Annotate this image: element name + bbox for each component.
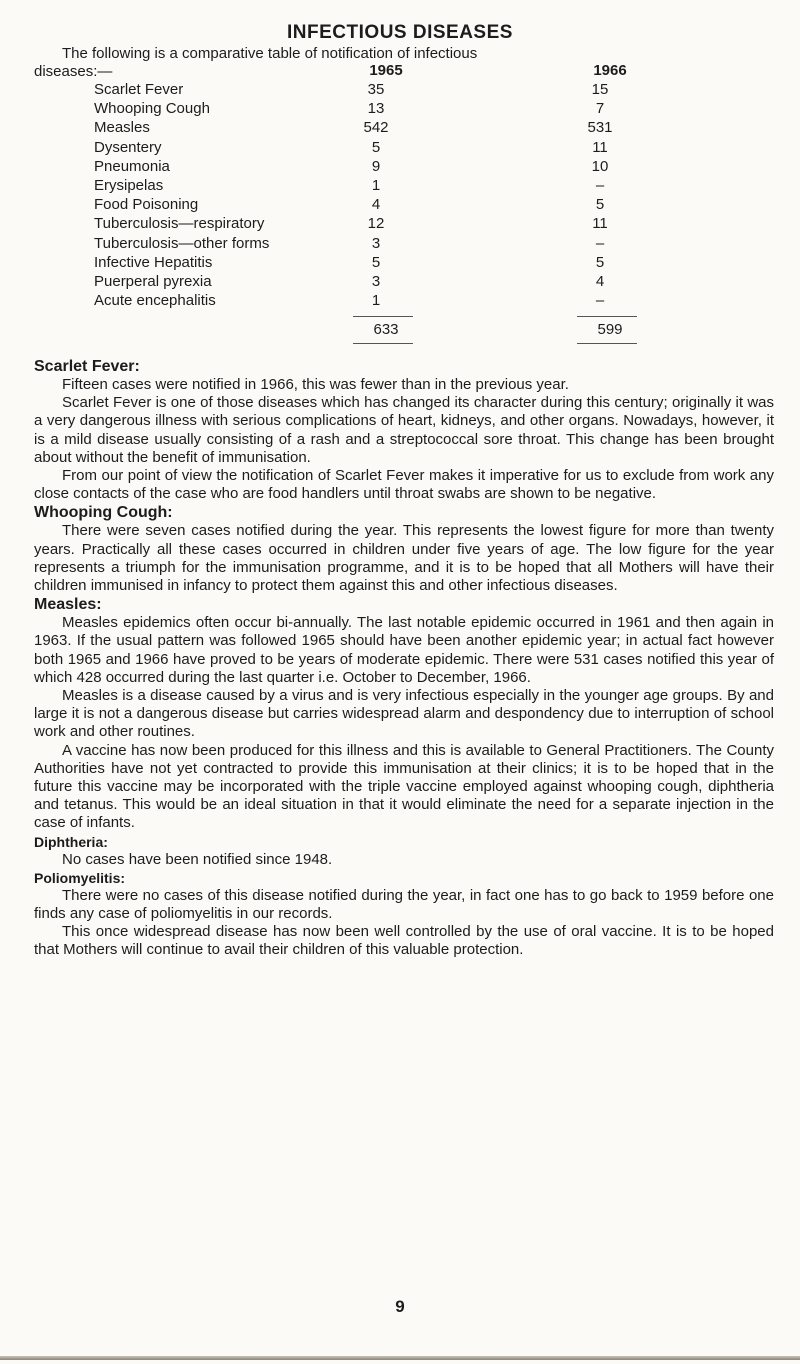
disease-name: Scarlet Fever: [94, 81, 184, 98]
disease-name: Acute encephalitis: [94, 292, 216, 310]
count-1966: 15: [591, 81, 609, 98]
count-1966: 4: [595, 272, 605, 290]
year-header-1966: 1966: [593, 62, 627, 79]
paragraph: Measles is a disease caused by a virus and is very infectious especially in the younger age groups. By and large it is not a dangerous disease but carries widespread alarm and despondency due to interruption of school work and other routines.: [34, 687, 774, 741]
disease-name: Dysentery: [94, 138, 162, 156]
table-row: [94, 291, 654, 310]
count-1966: 7: [595, 100, 605, 118]
paragraph: From our point of view the notification of Scarlet Fever makes it imperative for us to exclude from work any close contacts of the case who are food handlers until throat swabs are shown to be negative.: [34, 467, 774, 503]
table-row: [94, 272, 654, 291]
section-heading-measles: Measles:: [34, 596, 102, 614]
count-1966: –: [595, 292, 605, 310]
intro-line-2: diseases:—: [34, 63, 113, 80]
notification-table: [94, 80, 654, 310]
count-1965: 35: [367, 81, 385, 98]
table-row: [94, 234, 654, 253]
total-1966: 599: [597, 321, 623, 338]
count-1966: 5: [595, 196, 605, 214]
page-bottom-edge: [0, 1356, 800, 1360]
total-rule-1966: [577, 316, 637, 317]
section-heading-scarlet-fever: Scarlet Fever:: [34, 358, 140, 375]
table-row: [94, 99, 654, 118]
table-row: [94, 157, 654, 176]
section-heading-diphtheria: Diphtheria:: [34, 833, 108, 850]
disease-name: Puerperal pyrexia: [94, 272, 212, 290]
count-1965: 4: [371, 196, 381, 214]
table-row: [94, 80, 654, 99]
paragraph: No cases have been notified since 1948.: [62, 850, 333, 868]
table-row: [94, 214, 654, 233]
paragraph: A vaccine has now been produced for this illness and this is available to General Practitioners. The County Authorities have not yet contracted to provide this immunisation at their clinics; it is to be hoped that in the future this vaccine may be incorporated with the triple vaccine employed against whooping cough, diphtheria and tetanus. This would be an ideal situation in that it would eliminate the need for a separate injection in the case of infants.: [34, 741, 774, 832]
page-number: 9: [395, 1297, 405, 1316]
paragraph: Scarlet Fever is one of those diseases which has changed its character during this century; originally it was a very dangerous illness with serious complications of heart, kidneys, and other organs. Nowadays, however, it is a mild disease usually consisting of a rash and a streptococcal sore throat. This change has been brought about without the benefit of immunisation.: [34, 394, 774, 466]
count-1966: –: [595, 176, 605, 194]
disease-name: Tuberculosis—other forms: [94, 234, 270, 252]
count-1965: 5: [371, 138, 381, 156]
count-1965: 3: [371, 272, 381, 290]
count-1965: 1: [371, 292, 381, 310]
total-rule-1965: [353, 316, 413, 317]
page-title: INFECTIOUS DISEASES: [287, 22, 513, 43]
count-1965: 13: [367, 100, 385, 118]
table-row: [94, 176, 654, 195]
disease-name: Pneumonia: [94, 157, 170, 175]
count-1966: –: [595, 234, 605, 252]
disease-name: Measles: [94, 119, 150, 137]
intro-line-1: The following is a comparative table of notification of infectious: [62, 45, 478, 62]
count-1965: 5: [371, 253, 381, 271]
section-heading-whooping-cough: Whooping Cough:: [34, 504, 173, 522]
disease-name: Tuberculosis—respiratory: [94, 215, 265, 233]
total-underline-1966: [577, 343, 637, 344]
count-1965: 3: [371, 234, 381, 252]
section-heading-poliomyelitis: Poliomyelitis:: [34, 869, 126, 886]
disease-name: Food Poisoning: [94, 196, 199, 214]
count-1966: 11: [592, 138, 608, 156]
count-1966: 531: [587, 119, 613, 137]
table-row: [94, 118, 654, 137]
count-1966: 5: [595, 253, 605, 271]
count-1965: 9: [371, 157, 381, 175]
count-1965: 12: [367, 215, 385, 233]
year-header-1965: 1965: [369, 62, 403, 79]
count-1966: 11: [592, 215, 608, 233]
paragraph: Measles epidemics often occur bi-annually. The last notable epidemic occurred in 1961 and then again in 1963. If the usual pattern was followed 1965 should have been another epidemic year; in actual fact however both 1965 and 1966 have proved to be years of moderate epidemic. There were 531 cases notified this year of which 428 occurred during the last quarter i.e. October to December, 1966.: [34, 614, 774, 686]
table-row: [94, 253, 654, 272]
total-1965: 633: [373, 321, 399, 338]
count-1966: 10: [591, 157, 609, 175]
disease-name: Erysipelas: [94, 176, 164, 194]
count-1965: 1: [371, 176, 381, 194]
table-row: [94, 195, 654, 214]
paragraph: There were no cases of this disease notified during the year, in fact one has to go back to 1959 before one finds any case of poliomyelitis in our records.: [34, 886, 774, 923]
paragraph: This once widespread disease has now been well controlled by the use of oral vaccine. It is to be hoped that Mothers will continue to avail their children of this valuable protection.: [34, 923, 774, 959]
report-body: [34, 357, 774, 960]
disease-name: Whooping Cough: [94, 100, 210, 118]
paragraph: Fifteen cases were notified in 1966, this was fewer than in the previous year.: [62, 376, 569, 393]
disease-name: Infective Hepatitis: [94, 253, 213, 271]
total-underline-1965: [353, 343, 413, 344]
count-1965: 542: [363, 119, 389, 137]
table-row: [94, 138, 654, 157]
paragraph: There were seven cases notified during the year. This represents the lowest figure for more than twenty years. Practically all these cases occurred in children under five years of age. The low figure for the year represents a triumph for the immunisation programme, and it is to be hoped that all Mothers will have their children immunised in infancy to protect them against this and other infectious diseases.: [34, 522, 774, 595]
